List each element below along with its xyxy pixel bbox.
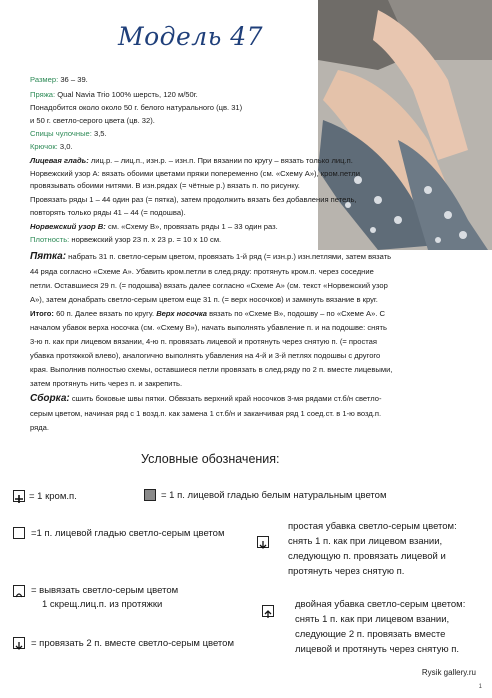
norwegian-a-line-1: Норвежский узор А: вязать обоими цветами пряжи попеременно (см. «Схему А»), кром.петли (30, 169, 360, 178)
stockinette-label: Лицевая гладь: (30, 156, 89, 165)
assembly-line-1 (30, 393, 381, 404)
hook-label: Крючок: (30, 142, 58, 151)
legend-inc-1: = вывязать светло-серым цветом (31, 585, 179, 596)
total-rest: вязать по «Схеме В», подошву – по «Схеме А». С (206, 309, 386, 318)
k2tog-icon (13, 637, 25, 649)
norwegian-a-line-2: провязывать обоими нитями. В изн.рядах (= чётные р.) вязать п. по рисунку. (30, 181, 300, 190)
total-mid: 60 п. Далее вязать по кругу. (53, 309, 157, 318)
gauge-label: Плотность: (30, 235, 70, 244)
heel-line-2: 44 ряда согласно «Схеме А». Убавить кром.петли в след.ряду: протянуть кром.п. через соседние (30, 267, 374, 276)
hook-line (30, 141, 73, 152)
assembly-line-2: серым цветом, начиная ряд с 1 возд.п. как замена 1 ст.б/н и заканчивая ряд 1 соед.ст. в 1-ю возд.п. (30, 409, 382, 418)
gauge-line (30, 234, 221, 245)
legend-simple-4: протянуть через снятую п. (288, 566, 405, 577)
slippers-photo (318, 0, 492, 250)
gauge-value: норвежский узор 23 п. х 23 р. = 10 х 10 см. (69, 235, 222, 244)
legend-simple-3: следующую п. провязать лицевой и (288, 551, 446, 562)
double-decrease-icon (262, 605, 274, 617)
rows-line-1: Провязать ряды 1 – 44 один раз (= пятка), затем продолжить вязать без добавления петель, (30, 195, 357, 204)
total-line-4: убавка протяжкой влево), аналогично выполнять убавления на 4-й и 3-й петлях подошвы с другого (30, 351, 381, 360)
heel-text-1: набрать 31 п. светло-серым цветом, провязать 1-й ряд (= изн.р.) изн.петлями, затем вязать (66, 252, 392, 261)
legend-double-2: снять 1 п. как при лицевом взании, (295, 614, 450, 625)
stockinette-value: лиц.р. – лиц.п., изн.р. – изн.п. При вязании по кругу – вязать только лиц.п. (88, 156, 353, 165)
total-line-3: 3-ю п. как при лицевом вязании, 4-ю п. провязать лицевой и протянуть через снятую п. (= простая (30, 337, 377, 346)
legend-white: = 1 п. лицевой гладью белым натуральным цветом (161, 490, 387, 501)
heel-line-4: А»), затем донабрать светло-серым цветом еще 31 п. (= верх носочков) и замкнуть вязание в круг. (30, 295, 378, 304)
need-line-1: Понадобится около около 50 г. белого натурального (цв. 31) (30, 103, 243, 112)
legend-k2tog: = провязать 2 п. вместе светло-серым цветом (31, 638, 234, 649)
legend-simple-2: снять 1 п. как при лицевом взании, (288, 536, 443, 547)
legend-double-1: двойная убавка светло-серым цветом: (295, 599, 466, 610)
yarn-value: Qual Navia Trio 100% шерсть, 120 м/50г. (55, 90, 198, 99)
assembly-label: Сборка: (30, 393, 70, 404)
footer-watermark: Rysik gallery.ru (421, 668, 476, 677)
total-line-6: затем протянуть нить через п. и закрепить. (30, 379, 183, 388)
total-line-2: началом убавок верха носочка (см. «Схему В»), начать выполнять убавление п. и на подошве: снять (30, 323, 387, 332)
total-line-1 (30, 308, 385, 319)
rows-line-2: повторять только ряды 41 – 44 (= подошва). (30, 208, 186, 217)
page-number: 1 (478, 684, 482, 690)
heel-line-3: петли. Оставшиеся 29 п. (= подошва) вязать далее согласно «Схеме А» (см. текст «Норвежский узор (30, 281, 388, 290)
heel-line-1 (30, 251, 391, 262)
yarn-label: Пряжа: (30, 90, 56, 99)
legend-grey: =1 п. лицевой гладью светло-серым цветом (31, 528, 225, 539)
size-value: 36 – 39. (58, 75, 88, 84)
crossed-increase-icon (13, 585, 25, 597)
legend-title: Условные обозначения: (141, 452, 280, 466)
page-title: Модель 47 (118, 22, 264, 51)
grey-stitch-icon (13, 527, 25, 539)
yarn-line (30, 89, 198, 100)
norwegian-b-line (30, 221, 278, 232)
legend-inc-2: 1 скрещ.лиц.п. из протяжки (42, 599, 163, 610)
legend-double-4: лицевой и протянуть через снятую п. (295, 644, 460, 655)
need-line-2: и 50 г. светло-серого цвета (цв. 32). (30, 116, 155, 125)
edge-stitch-icon (13, 490, 25, 502)
size-line (30, 74, 88, 85)
legend-simple-1: простая убавка светло-серым цветом: (288, 521, 457, 532)
norwegian-b-value: см. «Схему В», провязать ряды 1 – 33 один раз. (105, 222, 278, 231)
legend-edge: = 1 кром.п. (29, 491, 77, 502)
total-label: Итого: (30, 309, 54, 318)
total-line-5: края. Выполнив полностью схемы, оставшиеся петли провязать в след.ряду по 2 п. вместе лицевыми, (30, 365, 393, 374)
needles-line (30, 128, 107, 139)
assembly-text-1: сшить боковые швы пятки. Обвязать верхний край носочков 3-мя рядами ст.б/н светло- (69, 394, 382, 403)
hook-value: 3,0. (57, 142, 73, 151)
norwegian-b-label: Норвежский узор В: (30, 222, 106, 231)
assembly-line-3: ряда. (30, 423, 50, 432)
size-label: Размер: (30, 75, 59, 84)
legend-double-3: следующие 2 п. провязать вместе (295, 629, 446, 640)
simple-decrease-icon (257, 536, 269, 548)
needles-label: Спицы чулочные: (30, 129, 92, 138)
needles-value: 3,5. (91, 129, 107, 138)
white-stitch-icon (144, 489, 156, 501)
heel-label: Пятка: (30, 251, 67, 262)
stockinette-line (30, 155, 353, 166)
total-bold: Верх носочка (156, 309, 207, 318)
